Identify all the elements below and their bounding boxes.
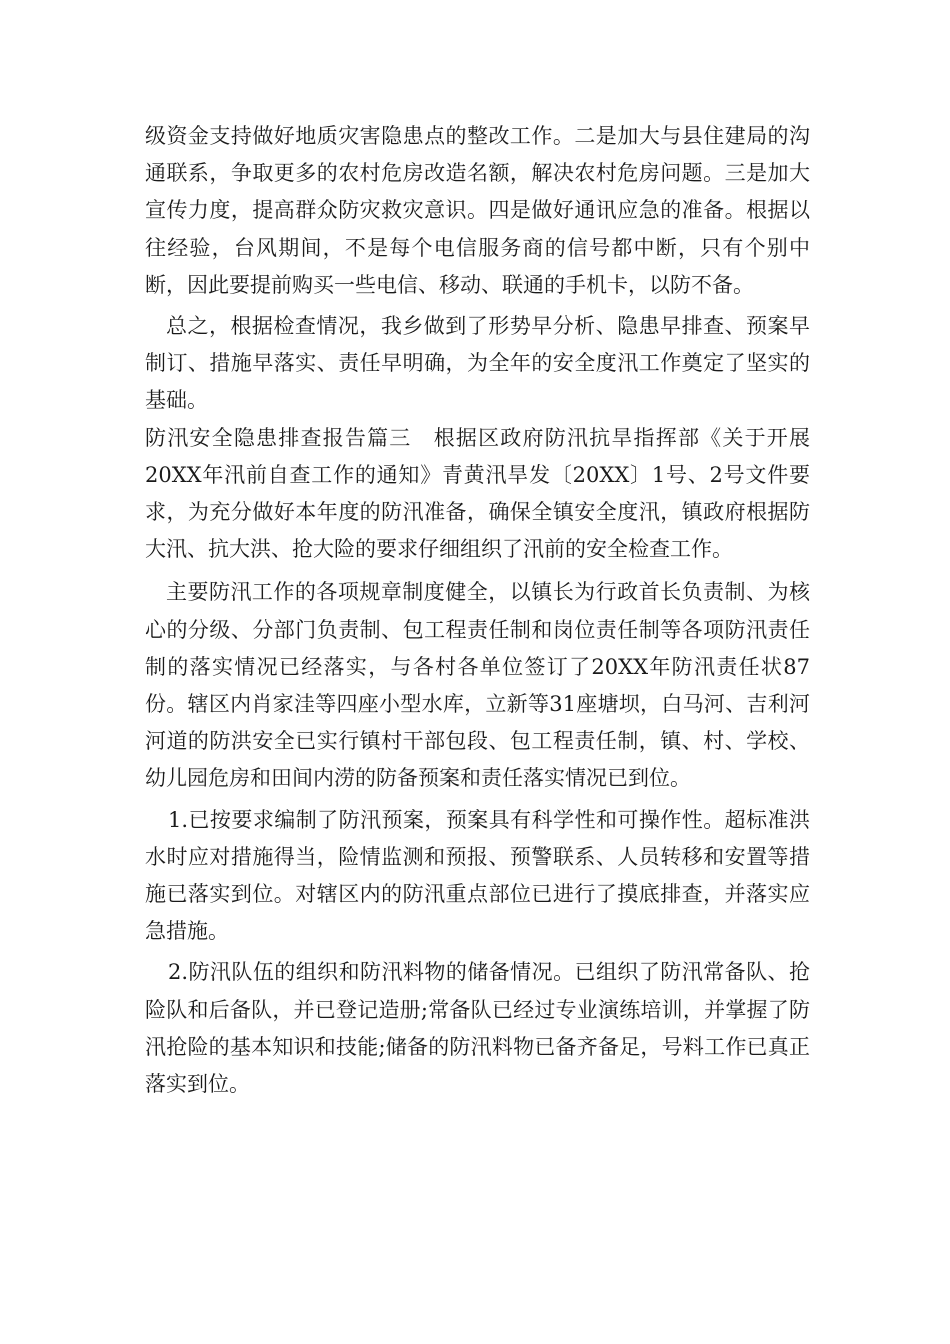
- paragraph-report-three: 防汛安全隐患排查报告篇三 根据区政府防汛抗旱指挥部《关于开展20XX年汛前自查工作的通知》青黄汛旱发〔20XX〕1号、2号文件要求，为充分做好本年度的防汛准备，确保全镇安全度汛，镇政府根据防大汛、抗大洪、抢大险的要求仔细组织了汛前的安全检查工作。: [145, 425, 810, 562]
- paragraph-continuation: 级资金支持做好地质灾害隐患点的整改工作。二是加大与县住建局的沟通联系，争取更多的农村危房改造名额，解决农村危房问题。三是加大宣传力度，提高群众防灾救灾意识。四是做好通讯应急的准备。根据以往经验，台风期间，不是每个电信服务商的信号都中断，只有个别中断，因此要提前购买一些电信、移动、联通的手机卡，以防不备。: [145, 124, 810, 297]
- paragraph-responsibility: 主要防汛工作的各项规章制度健全，以镇长为行政首长负责制、为核心的分级、分部门负责制、包工程责任制和岗位责任制等各项防汛责任制的落实情况已经落实，与各村各单位签订了20XX年防汛责任状87份。辖区内肖家洼等四座小型水库，立新等31座塘坝，白马河、吉利河河道的防洪安全已实行镇村干部包段、包工程责任制，镇、村、学校、幼儿园危房和田间内涝的防备预案和责任落实情况已到位。: [145, 580, 810, 791]
- paragraph-summary: 总之，根据检查情况，我乡做到了形势早分析、隐患早排查、预案早制订、措施早落实、责任早明确，为全年的安全度汛工作奠定了坚实的基础。: [145, 314, 810, 413]
- paragraph-item-1: 1.已按要求编制了防汛预案，预案具有科学性和可操作性。超标准洪水时应对措施得当，险情监测和预报、预警联系、人员转移和安置等措施已落实到位。对辖区内的防汛重点部位已进行了摸底排查，并落实应急措施。: [145, 807, 810, 944]
- paragraph-item-2: 2.防汛队伍的组织和防汛料物的储备情况。已组织了防汛常备队、抢险队和后备队，并已登记造册;常备队已经过专业演练培训，并掌握了防汛抢险的基本知识和技能;储备的防汛料物已备齐备足，号料工作已真正落实到位。: [145, 960, 810, 1097]
- document-body: [145, 118, 810, 1103]
